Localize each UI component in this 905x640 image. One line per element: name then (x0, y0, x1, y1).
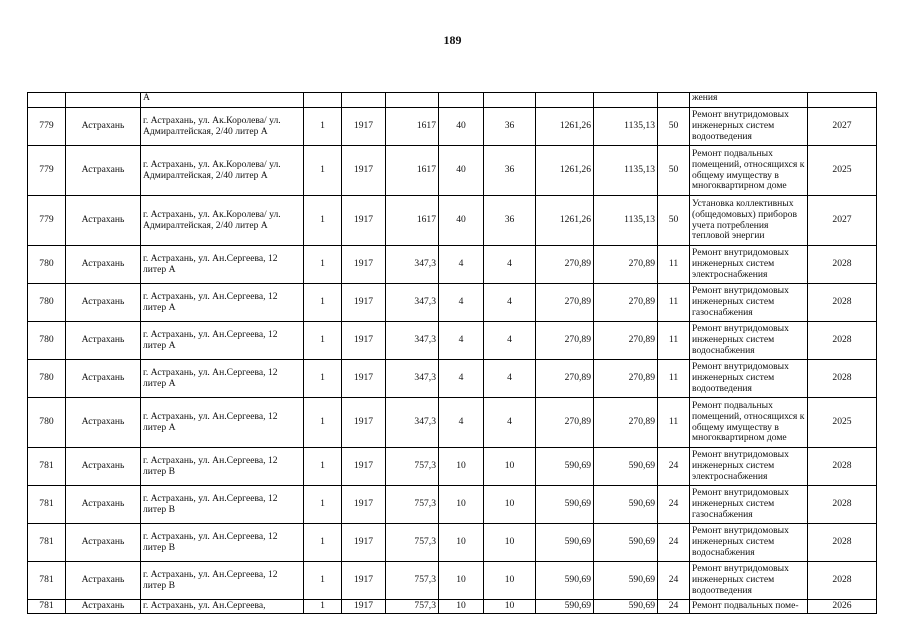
cell-address: г. Астрахань, ул. Ан.Сергеева, 12 литер А (141, 322, 304, 360)
cell-work: Ремонт внутридомовых инженерных систем электроснабжения (690, 448, 808, 486)
cell-num: 780 (28, 246, 66, 284)
cell-area-total: 590,69 (536, 486, 594, 524)
cell-count: 11 (658, 284, 690, 322)
cell-city: Астрахань (66, 360, 141, 398)
cell-num: 780 (28, 360, 66, 398)
cell-area-total: 590,69 (536, 600, 594, 614)
cell-plan-year: 2028 (808, 562, 877, 600)
cell-year: 1917 (342, 398, 386, 448)
cell-sections: 1 (304, 486, 342, 524)
cell-city: Астрахань (66, 524, 141, 562)
cell-area-total: 270,89 (536, 398, 594, 448)
cell-city: Астрахань (66, 600, 141, 614)
cell-address: г. Астрахань, ул. Ан.Сергеева, (141, 600, 304, 614)
cell-city: Астрахань (66, 486, 141, 524)
cell-area: 757,3 (386, 600, 439, 614)
cell-year: 1917 (342, 196, 386, 246)
cell-work: Ремонт внутридомовых инженерных систем водоотведения (690, 108, 808, 146)
table-row (28, 562, 877, 600)
cell-area: 757,3 (386, 448, 439, 486)
table-row (28, 486, 877, 524)
cell-area: 1617 (386, 108, 439, 146)
cell-plan-year: 2028 (808, 322, 877, 360)
table-row (28, 246, 877, 284)
cell-area-living: 590,69 (594, 448, 658, 486)
table-row (28, 448, 877, 486)
cell-num: 781 (28, 486, 66, 524)
cell-plan-year: 2027 (808, 108, 877, 146)
cell-area-living: 1135,13 (594, 196, 658, 246)
table-row (28, 600, 877, 614)
cell-area: 757,3 (386, 486, 439, 524)
cell-year: 1917 (342, 146, 386, 196)
cell-area-living: 1135,13 (594, 108, 658, 146)
cell-residents: 10 (484, 486, 536, 524)
cell-sections: 1 (304, 322, 342, 360)
cell-area-total: 270,89 (536, 284, 594, 322)
cell-sections (304, 93, 342, 108)
cell-count (658, 93, 690, 108)
cell-area-total: 590,69 (536, 562, 594, 600)
cell-work: Ремонт внутридомовых инженерных систем газоснабжения (690, 486, 808, 524)
cell-year: 1917 (342, 322, 386, 360)
cell-residents: 4 (484, 284, 536, 322)
cell-year: 1917 (342, 246, 386, 284)
cell-address: г. Астрахань, ул. Ан.Сергеева, 12 литер В (141, 486, 304, 524)
cell-work: Ремонт внутридомовых инженерных систем водоотведения (690, 562, 808, 600)
cell-apartments: 40 (439, 146, 484, 196)
cell-address: г. Астрахань, ул. Ак.Королева/ ул. Адмиралтейская, 2/40 литер А (141, 196, 304, 246)
cell-count: 50 (658, 196, 690, 246)
cell-apartments: 10 (439, 486, 484, 524)
cell-area-total: 1261,26 (536, 108, 594, 146)
cell-plan-year: 2026 (808, 600, 877, 614)
cell-plan-year: 2028 (808, 246, 877, 284)
cell-num: 779 (28, 108, 66, 146)
cell-area: 347,3 (386, 360, 439, 398)
cell-area-living: 590,69 (594, 524, 658, 562)
cell-apartments (439, 93, 484, 108)
cell-area: 757,3 (386, 524, 439, 562)
continued-row (28, 93, 877, 108)
cell-num: 781 (28, 524, 66, 562)
cell-address: г. Астрахань, ул. Ан.Сергеева, 12 литер А (141, 246, 304, 284)
cell-city: Астрахань (66, 284, 141, 322)
table-row (28, 146, 877, 196)
table-row (28, 108, 877, 146)
cell-sections: 1 (304, 360, 342, 398)
table-row (28, 360, 877, 398)
page-number: 189 (443, 33, 462, 47)
cell-area-total: 270,89 (536, 360, 594, 398)
cell-area-living: 270,89 (594, 398, 658, 448)
cell-address: г. Астрахань, ул. Ан.Сергеева, 12 литер В (141, 524, 304, 562)
cell-count: 11 (658, 246, 690, 284)
cell-area-living (594, 93, 658, 108)
cell-num: 779 (28, 196, 66, 246)
cell-work: Ремонт подвальных поме- (690, 600, 808, 614)
cell-year: 1917 (342, 448, 386, 486)
cell-count: 24 (658, 486, 690, 524)
cell-year: 1917 (342, 360, 386, 398)
cell-apartments: 4 (439, 284, 484, 322)
cell-count: 11 (658, 322, 690, 360)
cell-count: 11 (658, 398, 690, 448)
cell-area: 347,3 (386, 284, 439, 322)
cell-area-total: 270,89 (536, 322, 594, 360)
cell-sections: 1 (304, 108, 342, 146)
cell-area: 347,3 (386, 246, 439, 284)
cell-num: 780 (28, 322, 66, 360)
cell-residents: 4 (484, 398, 536, 448)
cell-address: г. Астрахань, ул. Ан.Сергеева, 12 литер А (141, 360, 304, 398)
cell-residents: 4 (484, 322, 536, 360)
cell-city: Астрахань (66, 196, 141, 246)
cell-area: 757,3 (386, 562, 439, 600)
cell-work: Ремонт внутридомовых инженерных систем водоснабжения (690, 524, 808, 562)
cell-count: 24 (658, 524, 690, 562)
cell-apartments: 10 (439, 562, 484, 600)
cell-residents: 10 (484, 562, 536, 600)
cell-count: 24 (658, 448, 690, 486)
cell-num: 780 (28, 284, 66, 322)
cell-residents (484, 93, 536, 108)
cell-address: г. Астрахань, ул. Ак.Королева/ ул. Адмиралтейская, 2/40 литер А (141, 146, 304, 196)
cell-area-living: 270,89 (594, 284, 658, 322)
cell-area-total: 590,69 (536, 448, 594, 486)
cell-work: жения (690, 93, 808, 108)
cell-area-living: 270,89 (594, 322, 658, 360)
cell-residents: 10 (484, 524, 536, 562)
cell-area-total: 1261,26 (536, 196, 594, 246)
cell-plan-year (808, 93, 877, 108)
cell-residents: 4 (484, 246, 536, 284)
cell-city: Астрахань (66, 448, 141, 486)
cell-apartments: 4 (439, 398, 484, 448)
cell-plan-year: 2028 (808, 486, 877, 524)
cell-apartments: 10 (439, 448, 484, 486)
cell-work: Установка коллективных (общедомовых) приборов учета потребления тепловой энергии (690, 196, 808, 246)
cell-city: Астрахань (66, 562, 141, 600)
cell-sections: 1 (304, 196, 342, 246)
cell-count: 50 (658, 108, 690, 146)
cell-area-living: 270,89 (594, 246, 658, 284)
cell-city: Астрахань (66, 246, 141, 284)
cell-year: 1917 (342, 486, 386, 524)
cell-apartments: 4 (439, 360, 484, 398)
cell-address: г. Астрахань, ул. Ан.Сергеева, 12 литер В (141, 562, 304, 600)
cell-area-living: 270,89 (594, 360, 658, 398)
cell-area-living: 1135,13 (594, 146, 658, 196)
cell-area-total: 590,69 (536, 524, 594, 562)
cell-num: 780 (28, 398, 66, 448)
cell-plan-year: 2027 (808, 196, 877, 246)
cell-area: 1617 (386, 146, 439, 196)
cell-area-living: 590,69 (594, 486, 658, 524)
table-row (28, 398, 877, 448)
cell-area-total: 270,89 (536, 246, 594, 284)
cell-city: Астрахань (66, 398, 141, 448)
cell-address: г. Астрахань, ул. Ан.Сергеева, 12 литер А (141, 398, 304, 448)
cell-count: 24 (658, 600, 690, 614)
cell-count: 24 (658, 562, 690, 600)
cell-sections: 1 (304, 448, 342, 486)
cell-apartments: 4 (439, 246, 484, 284)
cell-work: Ремонт внутридомовых инженерных систем водоотведения (690, 360, 808, 398)
cell-num: 779 (28, 146, 66, 196)
cell-num: 781 (28, 562, 66, 600)
table-row (28, 284, 877, 322)
cell-year: 1917 (342, 600, 386, 614)
cell-plan-year: 2028 (808, 448, 877, 486)
cell-area-living: 590,69 (594, 600, 658, 614)
cell-count: 11 (658, 360, 690, 398)
cell-year: 1917 (342, 108, 386, 146)
cell-sections: 1 (304, 524, 342, 562)
cell-area-living: 590,69 (594, 562, 658, 600)
cell-plan-year: 2028 (808, 524, 877, 562)
cell-city: Астрахань (66, 146, 141, 196)
cell-work: Ремонт подвальных помещений, относящихся к общему имуществу в многоквартирном доме (690, 398, 808, 448)
cell-year: 1917 (342, 284, 386, 322)
cell-apartments: 10 (439, 600, 484, 614)
cell-sections: 1 (304, 246, 342, 284)
repair-schedule-table (27, 92, 877, 614)
cell-area-total: 1261,26 (536, 146, 594, 196)
cell-sections: 1 (304, 398, 342, 448)
cell-sections: 1 (304, 146, 342, 196)
cell-address: г. Астрахань, ул. Ан.Сергеева, 12 литер А (141, 284, 304, 322)
cell-apartments: 40 (439, 108, 484, 146)
cell-area: 347,3 (386, 398, 439, 448)
cell-residents: 36 (484, 108, 536, 146)
cell-work: Ремонт внутридомовых инженерных систем электроснабжения (690, 246, 808, 284)
cell-work: Ремонт внутридомовых инженерных систем газоснабжения (690, 284, 808, 322)
cell-year: 1917 (342, 562, 386, 600)
cell-residents: 36 (484, 196, 536, 246)
cell-plan-year: 2025 (808, 398, 877, 448)
cell-num: 781 (28, 600, 66, 614)
cell-address: А (141, 93, 304, 108)
cell-residents: 10 (484, 600, 536, 614)
cell-area-total (536, 93, 594, 108)
cell-area (386, 93, 439, 108)
cell-num: 781 (28, 448, 66, 486)
cell-sections: 1 (304, 562, 342, 600)
cell-address: г. Астрахань, ул. Ак.Королева/ ул. Адмиралтейская, 2/40 литер А (141, 108, 304, 146)
cell-apartments: 4 (439, 322, 484, 360)
cell-city: Астрахань (66, 108, 141, 146)
table-row (28, 196, 877, 246)
cell-sections: 1 (304, 284, 342, 322)
cell-plan-year: 2025 (808, 146, 877, 196)
cell-address: г. Астрахань, ул. Ан.Сергеева, 12 литер В (141, 448, 304, 486)
cell-plan-year: 2028 (808, 284, 877, 322)
cell-residents: 4 (484, 360, 536, 398)
cell-apartments: 10 (439, 524, 484, 562)
cell-count: 50 (658, 146, 690, 196)
cell-sections: 1 (304, 600, 342, 614)
table-row (28, 524, 877, 562)
cell-area: 1617 (386, 196, 439, 246)
cell-year (342, 93, 386, 108)
cell-residents: 10 (484, 448, 536, 486)
table-body (28, 93, 877, 614)
cell-year: 1917 (342, 524, 386, 562)
cell-apartments: 40 (439, 196, 484, 246)
cell-city: Астрахань (66, 322, 141, 360)
cell-plan-year: 2028 (808, 360, 877, 398)
cell-work: Ремонт внутридомовых инженерных систем водоснабжения (690, 322, 808, 360)
cell-num (28, 93, 66, 108)
cell-residents: 36 (484, 146, 536, 196)
cell-city (66, 93, 141, 108)
cell-area: 347,3 (386, 322, 439, 360)
cell-work: Ремонт подвальных помещений, относящихся к общему имуществу в многоквартирном доме (690, 146, 808, 196)
table-row (28, 322, 877, 360)
